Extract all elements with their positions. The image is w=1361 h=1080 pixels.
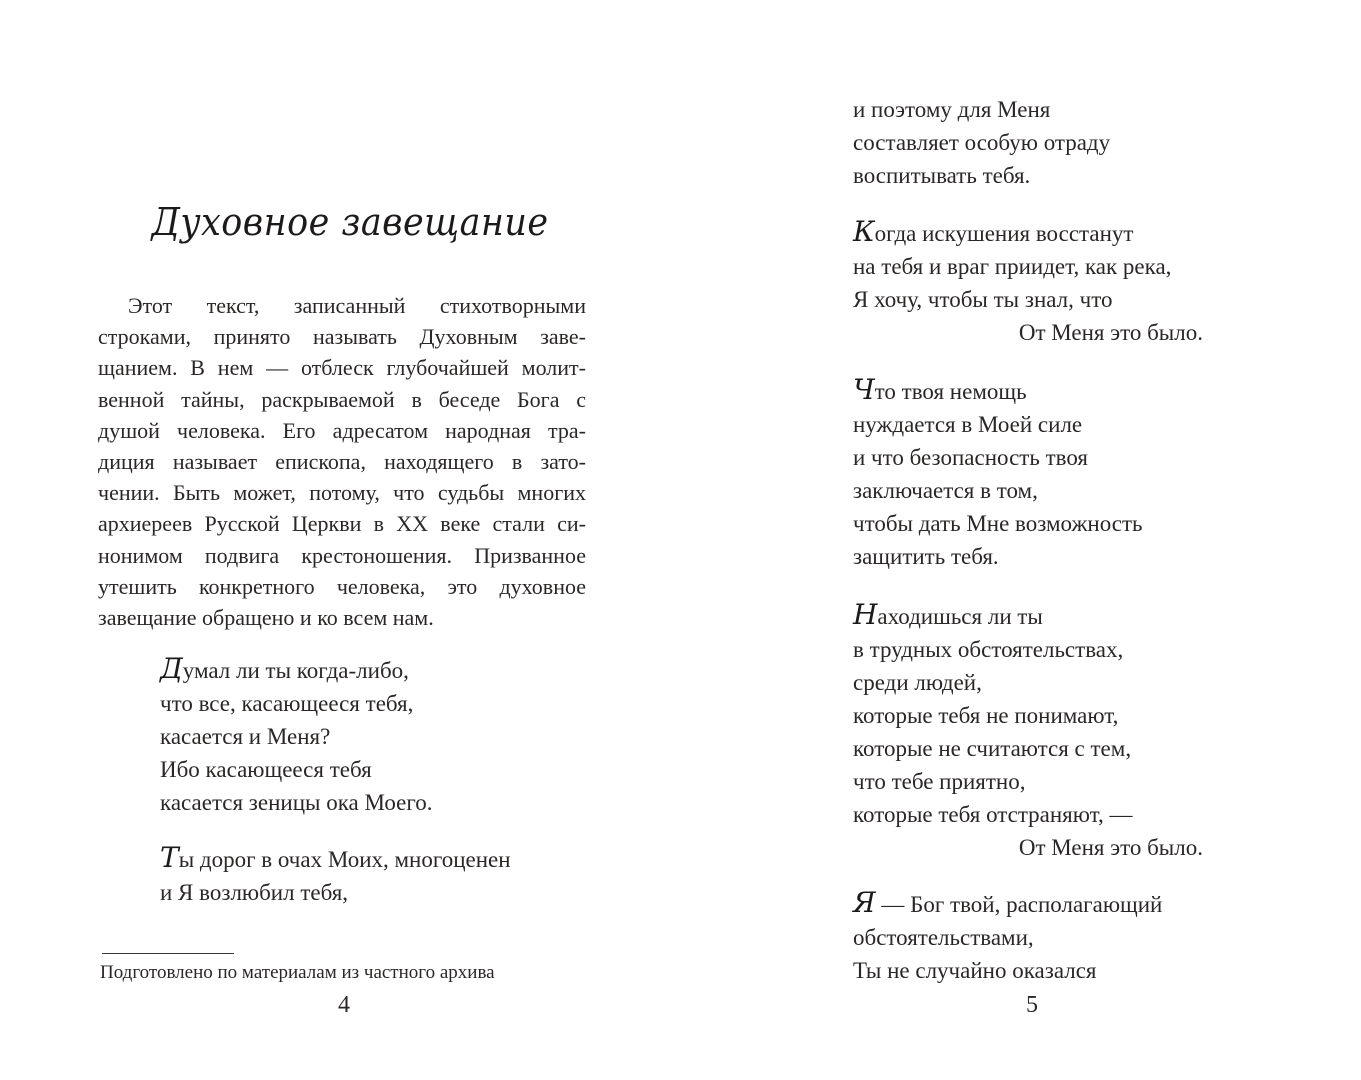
verse-line: чтобы дать Мне возможность xyxy=(853,511,1143,536)
verse-line: что все, касающееся тебя, xyxy=(160,691,414,716)
verse-line: на тебя и враг приидет, как река, xyxy=(853,254,1172,279)
verse-line: касается зеницы ока Моего. xyxy=(160,790,433,815)
intro-line: щанием. В нем — отблеск глубочайшей молит- xyxy=(98,355,586,381)
verse-line-text: ы дорог в очах Моих, многоценен xyxy=(178,847,511,872)
verse-line: и Я возлюбил тебя, xyxy=(160,880,349,905)
page-number: 4 xyxy=(338,992,350,1018)
chapter-title: Духовное завещание xyxy=(151,200,549,244)
footnote-rule xyxy=(102,953,234,954)
verse-line xyxy=(853,375,1143,408)
verse-line xyxy=(853,600,1203,633)
verse-line: которые не считаются с тем, xyxy=(853,736,1132,761)
intro-line: нонимом подвига крестоношения. Призванное xyxy=(98,542,586,568)
verse-line-text: аходишься ли ты xyxy=(877,604,1043,629)
verse-line: воспитывать тебя. xyxy=(853,163,1031,188)
intro-paragraph xyxy=(98,290,586,633)
intro-line: Этот текст, записанный стихотворными xyxy=(128,293,586,318)
verse-line: заключается в том, xyxy=(853,478,1038,503)
verse-line: и поэтому для Меня xyxy=(853,97,1051,122)
verse-line xyxy=(853,888,1162,921)
verse-line: и что безопасность твоя xyxy=(853,445,1088,470)
verse-line xyxy=(853,217,1203,250)
verse-stanza xyxy=(160,654,433,819)
verse-line: в трудных обстоятельствах, xyxy=(853,637,1124,662)
verse-line: нуждается в Моей силе xyxy=(853,412,1083,437)
verse-refrain: От Меня это было. xyxy=(1018,835,1203,860)
verse-line: касается и Меня? xyxy=(160,724,331,749)
intro-line: строками, принято называть Духовным заве- xyxy=(98,324,586,350)
drop-initial: Я xyxy=(853,886,876,919)
verse-stanza xyxy=(853,375,1143,573)
verse-line xyxy=(160,654,433,687)
drop-initial: Ч xyxy=(853,373,875,406)
drop-initial: Н xyxy=(853,598,878,631)
verse-line: Ибо касающееся тебя xyxy=(160,757,372,782)
verse-line: что тебе приятно, xyxy=(853,769,1026,794)
left-page xyxy=(0,0,680,1080)
verse-line: составляет особую отраду xyxy=(853,130,1111,155)
page-number: 5 xyxy=(1026,992,1038,1018)
verse-line xyxy=(160,843,511,876)
intro-line: диция называет епископа, находящего в зато- xyxy=(98,448,586,474)
verse-line: обстоятельствами, xyxy=(853,925,1034,950)
verse-stanza xyxy=(853,888,1162,987)
intro-line: архиереев Русской Церкви в XX веке стали си- xyxy=(98,511,586,537)
verse-line: среди людей, xyxy=(853,670,982,695)
verse-line-text: то твоя немощь xyxy=(874,379,1027,404)
verse-line: защитить тебя. xyxy=(853,544,999,569)
intro-line: венной тайны, раскрываемой в беседе Бога с xyxy=(98,386,586,412)
verse-line-text: — Бог твой, располагающий xyxy=(875,892,1163,917)
intro-line: душой человека. Его адресатом народная тра- xyxy=(98,417,586,443)
intro-line: утешить конкретного человека, это духовное xyxy=(98,573,586,599)
verse-line-text: огда искушения восстанут xyxy=(874,221,1134,246)
verse-stanza xyxy=(853,600,1203,864)
intro-line: чении. Быть может, потому, что судьбы многих xyxy=(98,480,586,506)
right-page xyxy=(680,0,1361,1080)
drop-initial: Т xyxy=(160,841,179,874)
verse-line-text: умал ли ты когда-либо, xyxy=(182,658,409,683)
verse-line: Ты не случайно оказался xyxy=(853,958,1097,983)
verse-line: которые тебя не понимают, xyxy=(853,703,1119,728)
intro-line: завещание обращено и ко всем нам. xyxy=(98,604,434,630)
drop-initial: К xyxy=(853,215,875,248)
verse-stanza xyxy=(853,217,1203,349)
verse-stanza xyxy=(160,843,511,909)
verse-line: Я хочу, чтобы ты знал, что xyxy=(853,287,1113,312)
drop-initial: Д xyxy=(160,652,183,685)
footnote: Подготовлено по материалам из частного архива xyxy=(100,962,495,983)
verse-stanza xyxy=(853,93,1110,192)
verse-line: которые тебя отстраняют, — xyxy=(853,802,1133,827)
verse-refrain: От Меня это было. xyxy=(1018,320,1203,345)
